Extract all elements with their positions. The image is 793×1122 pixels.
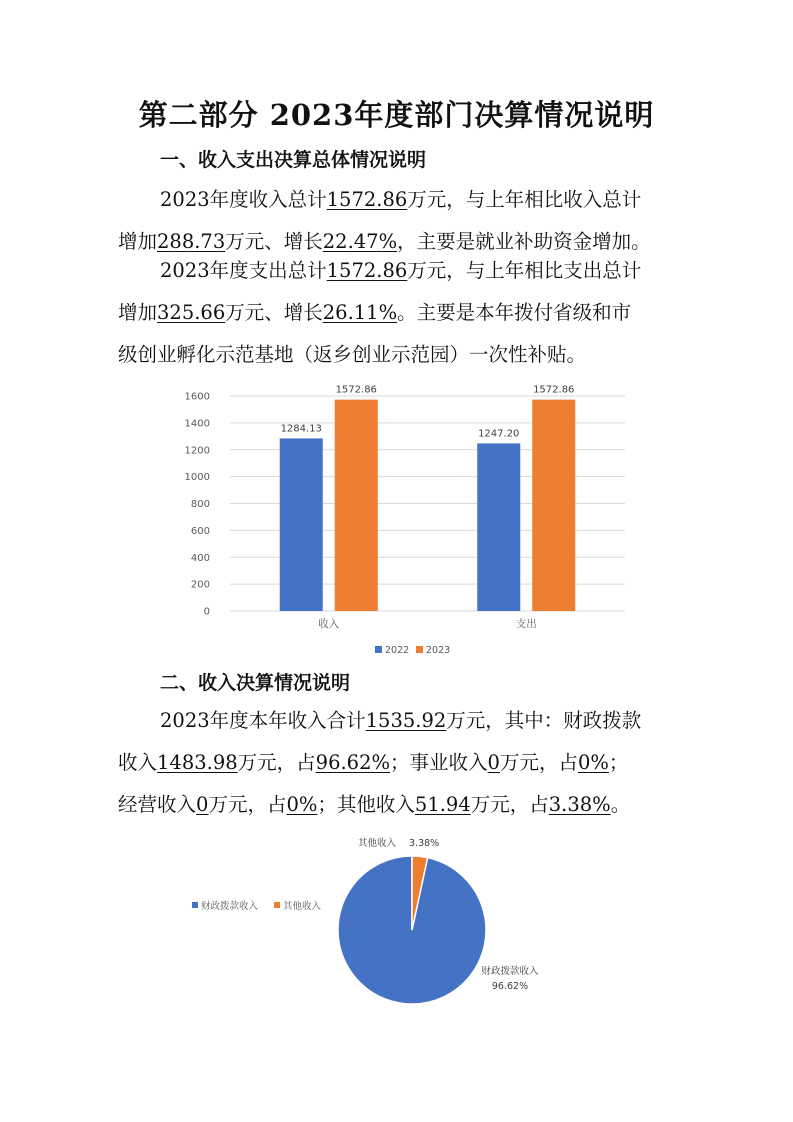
y-tick-label: 0 [203, 606, 210, 618]
text-run: 2023年度支出总计 [160, 259, 327, 282]
text-run: 万元，占 [499, 751, 578, 774]
bar-data-label: 1284.13 [280, 423, 322, 435]
bar-2022-支出 [477, 443, 520, 611]
legend-label: 其他收入 [283, 901, 322, 912]
text-run: 万元，占 [470, 793, 549, 816]
operating-income-pct: 0% [286, 793, 318, 816]
pie-label-value: 3.38% [409, 838, 440, 849]
y-tick-label: 400 [190, 552, 210, 564]
text-line [118, 700, 688, 742]
text-run: ； [608, 751, 629, 774]
legend-swatch [416, 646, 423, 653]
text-line [118, 292, 688, 334]
section1-heading: 一、收入支出决算总体情况说明 [160, 149, 427, 171]
legend-label: 2022 [385, 645, 410, 656]
total-income-value: 1535.92 [365, 709, 447, 732]
income-total-value: 1572.86 [326, 188, 408, 211]
text-line [118, 179, 688, 221]
bar-chart-legend [375, 645, 450, 656]
pie-label-name: 财政拨款收入 [481, 966, 539, 977]
pie-chart [170, 825, 620, 1015]
text-run: 。 [610, 793, 631, 816]
text-run: 万元，其中：财政拨款 [446, 709, 642, 732]
pie-label-value: 96.62% [491, 981, 529, 992]
text-run: 经营收入 [118, 793, 197, 816]
text-run: ；其他收入 [317, 793, 415, 816]
bar-data-label: 1247.20 [478, 428, 520, 440]
fiscal-income-pct: 96.62% [315, 751, 391, 774]
legend-swatch [274, 902, 280, 908]
text-run: 收入 [118, 751, 158, 774]
text-run: ，主要是就业补助资金增加。 [397, 230, 651, 253]
bar-2023-收入 [335, 400, 378, 611]
bar-chart-y-axis [185, 392, 210, 618]
bar-2022-收入 [280, 438, 323, 611]
legend-swatch [375, 646, 382, 653]
text-line [118, 742, 688, 784]
text-run: 万元，占 [208, 793, 287, 816]
page-title: 第二部分 2023年度部门决算情况说明 [138, 98, 655, 132]
text-run: 万元、增长 [225, 301, 323, 324]
y-tick-label: 1400 [184, 418, 210, 430]
other-income-pct: 3.38% [548, 793, 611, 816]
other-income-value: 51.94 [414, 793, 471, 816]
pie-chart-legend [192, 900, 322, 912]
expense-total-value: 1572.86 [326, 259, 408, 282]
text-run: ；事业收入 [390, 751, 488, 774]
bar-chart [170, 380, 630, 665]
bar-chart-bars [280, 385, 576, 611]
y-tick-label: 200 [190, 579, 210, 591]
bar-data-label: 1572.86 [533, 384, 575, 396]
text-run: 。主要是本年拨付省级和市 [397, 301, 632, 324]
y-tick-label: 800 [190, 499, 210, 510]
y-tick-label: 600 [190, 525, 210, 537]
y-tick-label: 1000 [184, 472, 210, 484]
text-run: 万元，与上年相比支出总计 [407, 259, 642, 282]
operating-income-value: 0 [196, 793, 209, 816]
text-run: 万元、增长 [225, 230, 323, 253]
section1-paragraph2 [118, 250, 688, 376]
text-line: 级创业孵化示范基地（返乡创业示范园）一次性补贴。 [118, 343, 587, 366]
income-growth-value: 22.47% [322, 230, 398, 253]
bar-2023-支出 [532, 400, 575, 611]
fiscal-income-value: 1483.98 [157, 751, 238, 774]
y-tick-label: 1200 [184, 445, 210, 457]
text-line [118, 784, 688, 826]
legend-label: 财政拨款收入 [201, 901, 259, 912]
x-tick-label: 支出 [515, 618, 537, 630]
text-run: 万元，占 [237, 751, 316, 774]
income-increase-value: 288.73 [157, 230, 226, 253]
bar-data-label: 1572.86 [335, 384, 377, 396]
expense-increase-value: 325.66 [157, 301, 226, 324]
section2-paragraph [118, 700, 688, 826]
text-run: 万元，与上年相比收入总计 [407, 188, 642, 211]
text-run: 增加 [118, 230, 158, 253]
legend-swatch [192, 902, 198, 908]
expense-growth-value: 26.11% [322, 301, 398, 324]
business-income-pct: 0% [577, 751, 609, 774]
bar-chart-x-axis [318, 617, 537, 630]
text-run: 增加 [118, 301, 158, 324]
text-run: 2023年度本年收入合计 [160, 709, 366, 732]
y-tick-label: 1600 [184, 391, 210, 403]
text-run: 2023年度收入总计 [160, 188, 327, 211]
pie-label-name: 其他收入 [358, 838, 397, 849]
text-line [118, 250, 688, 292]
section2-heading: 二、收入决算情况说明 [160, 672, 351, 694]
x-tick-label: 收入 [318, 618, 340, 630]
legend-label: 2023 [426, 645, 451, 656]
business-income-value: 0 [487, 751, 500, 774]
pie-chart-slices [338, 856, 486, 1004]
